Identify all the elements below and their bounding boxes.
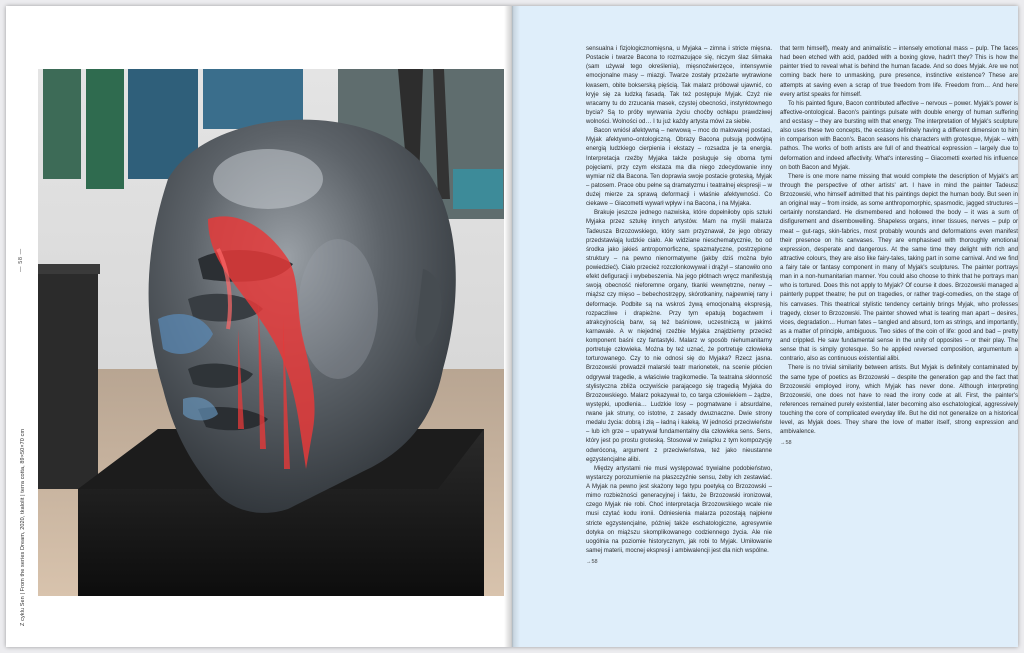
sculpture-illustration <box>38 69 504 596</box>
pl-paragraph-2: Bacon wniósł afektywną – nerwową – moc do malowanej postaci, Myjak afektywno–ontologiczną. Obrazy Bacona pulsują podwójną energią ludzkiego cierpienia i ekstazy – rozsadza je ta energia. Interpretacja rzeźby Myjaka także posługuje się oboma tymi pojęciami, przy czym ekstaza ma dla niego zdecydowanie inny wymiar niż dla Bacona. Ten doprawia swoje postacie groteską, Myjak – patosem. Prace obu pełne są dramatyzmu i teatralnej ekspresji – w dużej mierze za sprawą deformacji i właśnie afektywności. Co ciekawe – Giacometti wywarł wpływ i na Bacona, i na Myjaka. <box>586 128 772 208</box>
left-page <box>6 6 512 647</box>
en-paragraph-4: There is no trivial similarity between artists. But Myjak is definitely contaminated by the same type of poetics as Brzozowski – despite the generation gap and the fact that Brzozowski employed irony, which Myjak has never done. Although interpreting Brzozowski, one does not have to read the irony code at all. First, the painter's references remained purely existential, later becoming also eschatological, aggressively touching the core of complicated everyday life. But he did not generalize on a historical level, as Myjak does. They share the love of matter itself, strong expression and ambivalence. <box>780 365 1018 436</box>
pl-paragraph-3: Brakuje jeszcze jednego nazwiska, które dopełniłoby opis sztuki Myjaka przez sztukę innych artystów. Mam na myśli malarza Tadeusza Brzozowskiego, który sam przyznawał, że jego obrazy przedstawiają ludzkie ciało. Ale widziane nieschematycznie, bo od środka jako jakieś antropomorficzne, spazmatyczne, postrzępione struktury – na pewno nienormatywne (jakby dziś można było powiedzieć). Ciało przecież rozczłonkowywał i drążył – stanowiło ono efekt defiguracji i wybebeszenia. Na jego płótnach wręcz manifestują swoją obecność nieforemne organy, tkanki wewnętrzne, nerwy – miąższ czy mięso – bebechostrzępy, skórotkaniny, najpewniej rany i deformacje. Podbite są na wskroś żywą emocjonalną ekspresją, rozpaczliwe i drapieżne. Przy tym epatują bogactwem i atrakcyjnością barw, są też baśniowe, uczestniczą w jakimś karnawale. A w niejednej rzeźbie Myjaka znajdziemy przecież komponent baśni czy fantastyki. Malarz w sposób niehumanitarny portretuje człowieka. Można by też uznać, że portretuje człowieka torturowanego. Czy to nie odnosi się do Myjaka? Rzecz jasna. Brzozowski prowadził malarski teatr marionetek, na scenie płócien odgrywał tragedie, a właściwie tragikomedie. Ta teatralna skłonność stylistyczna zbliża oczywiście parającego się tragedią Myjaka do Brzozowskiego. Malarz pokazywał to, co targa człowiekiem – żądze, występki, upodlenia… Ludzkie losy – pogmatwane i absurdalne, rwane jak struny, co istotne, z zasady dwuznaczne. Dwie strony medalu życia: dobrą i złą – ładną i kaleką. W jedności przeciwieństw – lub ich grze – upatrywał fundamentalny dla człowieka sens. Sens, który jest po prostu groteską. Stosował w związku z tym kompozycję odwróconą, argument z przeciwieństwa, też jako nieustanne egzystencjalne alibi. <box>586 210 772 463</box>
sculpture-photo <box>38 69 504 596</box>
en-continue-arrow: →58 <box>780 440 792 447</box>
en-paragraph-3: There is one more name missing that would complete the description of Myjak's art through the perspective of other artists' art. I have in mind the painter Tadeusz Brzozowski, who himself admitted that his paintings depict the human body. But seen in an original way – from inside, as some anthropomorphic, spasmodic, jagged structures – certainly nonstandard. He dismembered and hollowed the body – it was a sum of disfigurement and disembowelling. Shapeless organs, inner tissues, nerves – pulp or meat – gut-rags, skin-fabrics, most probably wounds and deformations even manifest their presence on his canvases. They are emphasised with thoroughly emotional expression, desperate and dangerous. At the same time they delight with rich and attractive colours, they are also like fairy-tales, taking part in some carnival. And we find a fairy tale or fantasy component in many of Myjak's sculptures. The painter portrays man in a non-humanitarian manner. You could also choose to think that he portrays man who is tortured. Does this not apply to Myjak? Of course it does. Brzozowski managed a painterly puppet theatre; he put on tragedies, or rather tragi-comedies, on the stage of his canvases. This theatrical stylistic tendency certainly brings Myjak, who professes tragedy, closer to Brzozowski. The painter showed what is tearing man apart – desires, vices, degradation… Human fates – tangled and absurd, torn as strings, and importantly, as a matter of principle, ambiguous. Two sides of the coin of life: good and bad – pretty and crippled. He saw fundamental sense in the unity of opposites – or their play. The sense that is simply grotesque. So he applied reversed composition, argumentum a contrario, also as continuous existential alibi. <box>780 173 1018 363</box>
en-paragraph-2: To his painted figure, Bacon contributed affective – nervous – power. Myjak's power is affective-ontological. Bacon's paintings pulsate with double energy of human suffering and ecstasy – they are bursting with that energy. The interpretation of Myjak's sculpture also uses these two concepts, the ecstasy definitely having a different dimension to him in comparison with Bacon's. Bacon seasons his characters with grotesque, Myjak – with pathos. The works of both artists are full of and theatrical expression – largely due to deformation and indeed affectivity. What's interesting – Giacometti exerted his influence on both Bacon and Myjak. <box>780 100 1018 171</box>
pl-continue-arrow: →58 <box>586 559 598 565</box>
en-paragraph-1: that term himself), meaty and animalistic – intensely emotional mass – pulp. The faces had been etched with acid, padded with a boxing glove, hadn't they? This is how the painter tried to reveal what is behind the human facade. And so does Myjak. Are we not coming back here to unmasking, pure presence, instinctive existence? These are attempts at saving even a scrap of true freedom from life. Freedom from… And here every artist speaks for himself. <box>780 46 1018 98</box>
photo-caption: Z cyklu Sen | From the series Dream, 2020, tkalolit | terra cotta, 89×50×70 cm <box>20 428 26 626</box>
polish-text-column <box>586 45 772 567</box>
page-number: — 58 — <box>18 248 24 272</box>
english-text-column <box>780 45 1018 449</box>
pl-paragraph-1: sensualna i fizjologicznomięsna, u Myjaka – zimna i stricte mięsna. Postacie i twarze Bacona to rozmazujące się, niczym ślaz ślimaka (sam używał tego określenia), mięsnoźwierzęce, intensywnie emocjonalne masy – miazgi. Twarze zostały przeżarte wytrawione kwasem, obite bokserską pięścią. Tak malarz próbował ujawnić, co kryje się za ludzką fasadą. Tak też postępuje Myjak. Czyż nie wracamy tu do zrzucania masek, czystej obecności, instynktownego bycia? Są to próby wyrwania życiu choćby ochłapu prawdziwej wolności. Wolności od… I tu już każdy artysta mówi za siebie. <box>586 46 772 125</box>
pl-paragraph-4: Między artystami nie musi występować trywialne podobieństwo, wystarczy porozumienie na płaszczyźnie sensu, żeby ich zestawiać. A Myjak na pewno jest skażony tego typu poetyką co Brzozowski – mimo rozbieżności generacyjnej i faktu, że Brzozowski ironizował, czego Myjak nie robi. Choć interpretacja Brzozowskiego wcale nie musi czytać kodu ironii. Odniesienia malarza pozostają najpierw stricte egzystencjalne, później także eschatologiczne, agresywnie dotyka on miąższu skomplikowanego codziennego życia. Ale nie uogólnia na poziomie historycznym, jak robi to Myjak. Umiłowanie samej materii, mocnej ekspresji i ambiwalencji jest dla nich wspólne. <box>586 465 772 554</box>
